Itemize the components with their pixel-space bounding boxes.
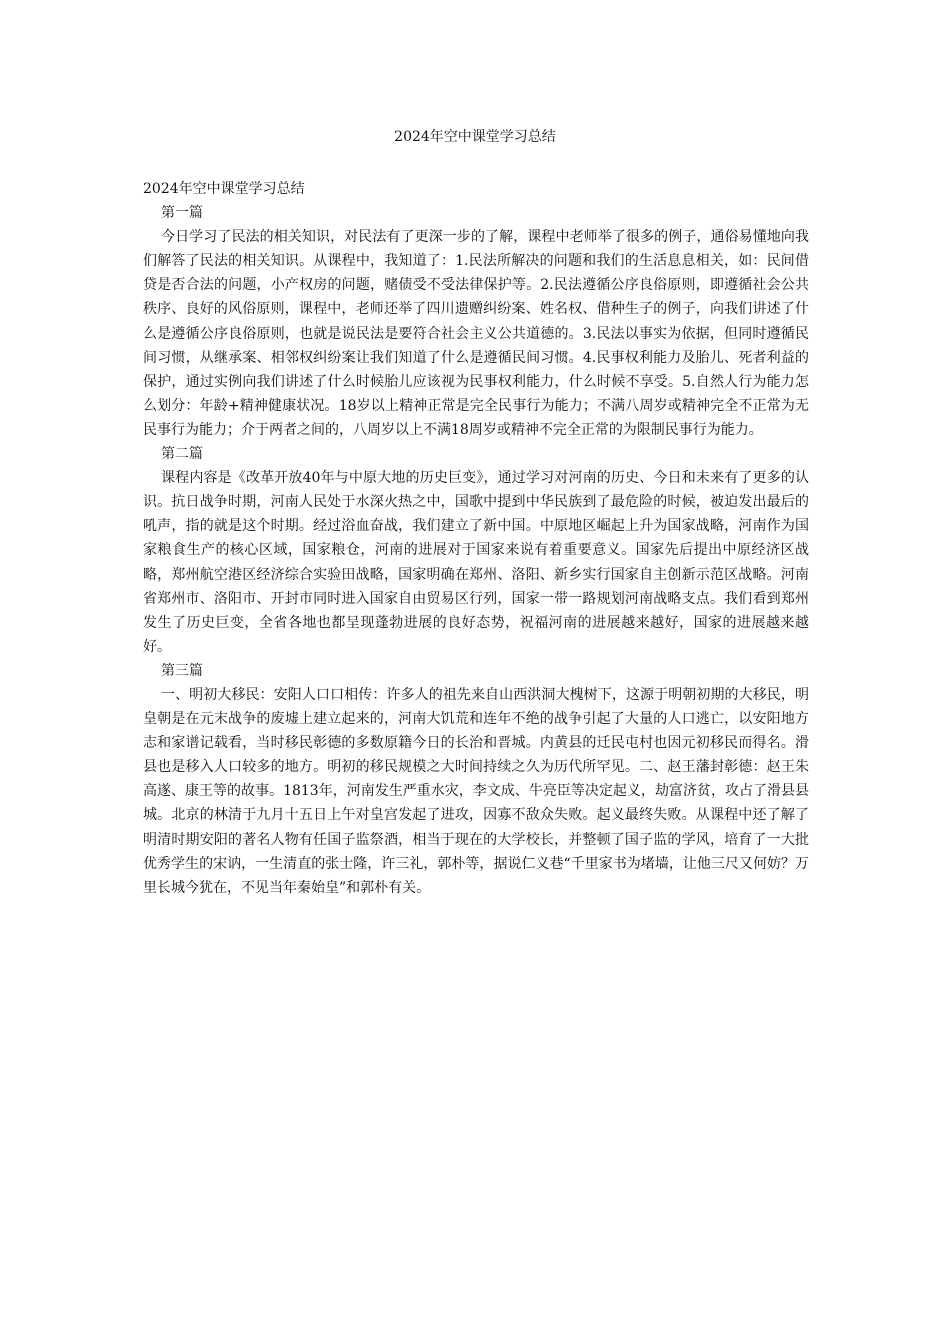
- document-subtitle: 2024年空中课堂学习总结: [143, 181, 305, 197]
- section-2-heading: 第二篇: [161, 446, 203, 463]
- document-title: 2024年空中课堂学习总结: [394, 129, 556, 145]
- section-3-body: 一、明初大移民：安阳人口口相传：许多人的祖先来自山西洪洞大槐树下，这源于明朝初期的大移民，明皇朝是在元末战争的废墟上建立起来的，河南大饥荒和连年不绝的战争引起了大量的人口逃亡，以安阳地方志和家谱记载看，当时移民彰德的多数原籍今日的长治和晋城。内黄县的迁民屯村也因元初移民而得名。滑县也是移入人口较多的地方。明初的移民规模之大时间持续之久为历代所罕见。二、赵王藩封彰德：赵王朱高遂、康王等的故事。1813年，河南发生严重水灾，李文成、牛亮臣等决定起义，劫富济贫，攻占了滑县县城。北京的林清于九月十五日上午对皇宫发起了进攻，因寡不敌众失败。起义最终失败。从课程中还了解了明清时期安阳的著名人物有任国子监祭酒，相当于现在的大学校长，并整顿了国子监的学风，培育了一大批优秀学生的宋讷，一生清直的张士隆，许三礼，郭朴等，据说仁义巷“千里家书为堵墙，让他三尺又何妨？万里长城今犹在，不见当年秦始皇”和郭朴有关。: [143, 686, 809, 896]
- section-1-body: 今日学习了民法的相关知识，对民法有了更深一步的了解，课程中老师举了很多的例子，通俗易懂地向我们解答了民法的相关知识。从课程中，我知道了：1.民法所解决的问题和我们的生活息息相关，如：民间借贷是否合法的问题，小产权房的问题，赌债受不受法律保护等。2.民法遵循公序良俗原则，即遵循社会公共秩序、良好的风俗原则，课程中，老师还举了四川遗赠纠纷案、姓名权、借种生子的例子，向我们讲述了什么是遵循公序良俗原则，也就是说民法是要符合社会主义公共道德的。3.民法以事实为依据，但同时遵循民间习惯，从继承案、相邻权纠纷案让我们知道了什么是遵循民间习惯。4.民事权利能力及胎儿、死者利益的保护，通过实例向我们讲述了什么时候胎儿应该视为民事权利能力，什么时候不享受。5.自然人行为能力怎么划分：年龄+精神健康状况。18岁以上精神正常是完全民事行为能力；不满八周岁或精神完全不正常为无民事行为能力；介于两者之间的，八周岁以上不满18周岁或精神不完全正常的为限制民事行为能力。: [143, 229, 809, 438]
- section-3-heading: 第三篇: [161, 662, 203, 679]
- section-2-body: 课程内容是《改革开放40年与中原大地的历史巨变》，通过学习对河南的历史、今日和未来有了更多的认识。抗日战争时期，河南人民处于水深火热之中，国歌中提到中华民族到了最危险的时候，被迫发出最后的吼声，指的就是这个时期。经过浴血奋战，我们建立了新中国。中原地区崛起上升为国家战略，河南作为国家粮食生产的核心区域，国家粮仓，河南的进展对于国家来说有着重要意义。国家先后提出中原经济区战略，郑州航空港区经济综合实验田战略，国家明确在郑州、洛阳、新乡实行国家自主创新示范区战略。河南省郑州市、洛阳市、开封市同时进入国家自由贸易区行列，国家一带一路规划河南战略支点。我们看到郑州发生了历史巨变，全省各地也都呈现蓬勃进展的良好态势，祝福河南的进展越来越好，国家的进展越来越好。: [143, 470, 809, 655]
- document-content: [143, 177, 809, 900]
- section-1-heading: 第一篇: [161, 205, 203, 222]
